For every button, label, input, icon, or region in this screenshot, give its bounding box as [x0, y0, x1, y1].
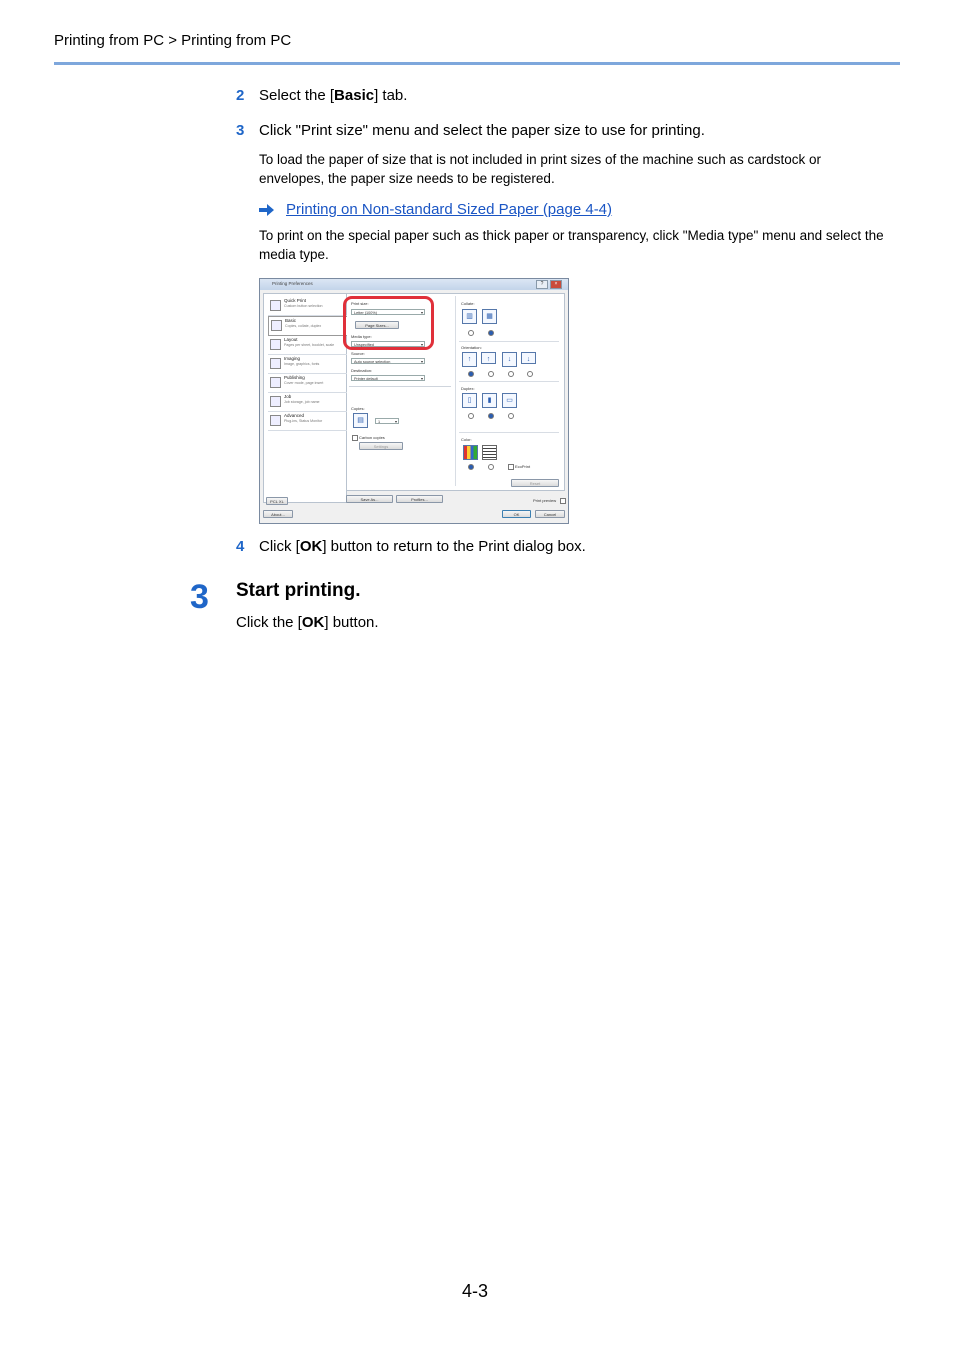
dialog-titlebar [260, 279, 568, 290]
note-paper-size: To load the paper of size that is not included in print sizes of the machine such as cardstock or envelopes, the paper size needs to be registered. [259, 152, 822, 186]
nav-label: Job [284, 394, 292, 399]
nav-label: Layout [284, 337, 298, 342]
source-label: Source: [351, 351, 365, 356]
color-mode-icon[interactable] [463, 445, 478, 460]
divider [349, 386, 451, 387]
portrait-rotated-icon[interactable]: ↓ [502, 352, 517, 367]
non-standard-paper-link[interactable]: Printing on Non-standard Sized Paper (page 4-4) [286, 201, 613, 218]
profiles-button[interactable]: Profiles... [396, 495, 443, 503]
nav-sub: Pages per sheet, booklet, scale [284, 343, 335, 347]
collate-off-icon[interactable]: ▥ [462, 309, 477, 324]
duplex-off-icon[interactable]: ▯ [462, 393, 477, 408]
destination-dropdown[interactable]: Printer default ▾ [351, 375, 425, 381]
color-label: Color: [461, 437, 472, 442]
nav-item-publishing[interactable] [268, 374, 348, 393]
step-text-bold: OK [299, 538, 323, 555]
step-4 [236, 538, 244, 556]
reset-button[interactable]: Reset [511, 479, 559, 487]
step-2-text [259, 87, 407, 104]
nav-item-job[interactable] [268, 393, 348, 412]
carbon-copies-checkbox[interactable] [352, 435, 358, 441]
step-4-text [259, 538, 586, 555]
duplex-short-edge-icon[interactable]: ▭ [502, 393, 517, 408]
divider [459, 341, 559, 342]
nav-sub: Job storage, job name [284, 400, 320, 404]
black-white-icon[interactable] [482, 445, 497, 460]
black-white-radio[interactable] [488, 464, 494, 470]
print-size-dropdown[interactable]: Letter (100%) ▾ [351, 309, 425, 315]
collate-label: Collate: [461, 301, 475, 306]
step-number: 3 [236, 122, 245, 139]
step-text-bold: OK [301, 614, 325, 631]
step-text-part: Click [ [259, 538, 300, 555]
section-number: 3 [190, 578, 209, 616]
step-text-part: ] tab. [374, 87, 408, 104]
step-text-part: ] button. [324, 614, 379, 631]
landscape-rotated-radio[interactable] [527, 371, 533, 377]
step-3 [236, 122, 244, 140]
quick-print-icon [270, 300, 281, 311]
step-number: 4 [236, 538, 245, 555]
landscape-radio[interactable] [488, 371, 494, 377]
step-2 [236, 87, 244, 105]
duplex-label: Duplex: [461, 386, 475, 391]
collate-off-radio[interactable] [468, 330, 474, 336]
step-text-part: ] button to return to the Print dialog box. [322, 538, 586, 555]
carbon-copies-label: Carbon copies [359, 435, 385, 440]
copies-input[interactable]: 1 ▾ [375, 418, 399, 424]
nav-sub: Image, graphics, fonts [284, 362, 320, 366]
job-icon [270, 396, 281, 407]
nav-label: Advanced [284, 413, 305, 418]
advanced-icon [270, 415, 281, 426]
ok-button[interactable]: OK [502, 510, 531, 518]
step-text-part: Click the [ [236, 614, 302, 631]
nav-item-advanced[interactable] [268, 412, 348, 431]
about-button[interactable]: About... [263, 510, 293, 518]
nav-label: Imaging [284, 356, 301, 361]
settings-button[interactable]: Settings [359, 442, 403, 450]
print-preview-checkbox[interactable] [560, 498, 566, 504]
layout-icon [270, 339, 281, 350]
publishing-icon [270, 377, 281, 388]
collate-on-icon[interactable]: ▦ [482, 309, 497, 324]
copies-label: Copies: [351, 406, 365, 411]
imaging-icon [270, 358, 281, 369]
note-media-type: To print on the special paper such as thick paper or transparency, click "Media type" menu and select the media type. [259, 228, 884, 262]
breadcrumb: Printing from PC > Printing from PC [54, 32, 292, 49]
nav-sub: Cover mode, page insert [284, 381, 324, 385]
page-sizes-button[interactable]: Page Sizes... [355, 321, 399, 329]
nav-item-layout[interactable] [268, 336, 348, 355]
dialog-title: Printing Preferences [272, 281, 313, 286]
pcl-xl-button[interactable]: PCL XL [266, 497, 288, 505]
media-type-label: Media type: [351, 334, 372, 339]
ecoprint-checkbox[interactable] [508, 464, 514, 470]
nav-panel [263, 293, 347, 503]
save-as-button[interactable]: Save As... [346, 495, 393, 503]
step-number: 2 [236, 87, 245, 104]
nav-item-imaging[interactable] [268, 355, 348, 374]
media-type-dropdown[interactable]: Unspecified ▾ [351, 341, 425, 347]
header-rule [54, 62, 900, 65]
nav-sub: Copies, collate, duplex [285, 324, 322, 328]
portrait-radio[interactable] [468, 371, 474, 377]
step-3-text: Click "Print size" menu and select the paper size to use for printing. [259, 122, 705, 139]
print-size-label: Print size: [351, 301, 369, 306]
section-title: Start printing. [236, 580, 361, 601]
highlight-circle [343, 296, 434, 350]
duplex-off-radio[interactable] [468, 413, 474, 419]
source-dropdown[interactable]: Auto source selection ▾ [351, 358, 425, 364]
divider [459, 381, 559, 382]
basic-icon [271, 320, 282, 331]
print-preview-label: Print preview [533, 498, 557, 503]
nav-label: Basic [285, 318, 297, 323]
section-3-text [236, 614, 379, 631]
duplex-long-edge-icon[interactable]: ▮ [482, 393, 497, 408]
help-icon[interactable]: ? [536, 280, 548, 289]
copies-icon: ▤ [353, 413, 368, 428]
close-icon[interactable]: × [550, 280, 562, 289]
nav-label: Publishing [284, 375, 305, 380]
ecoprint-label: EcoPrint [515, 464, 531, 469]
step-text-part: Select the [ [259, 87, 335, 104]
cancel-button[interactable]: Cancel [535, 510, 565, 518]
landscape-icon[interactable]: ↑ [481, 352, 496, 364]
nav-item-quick-print[interactable] [268, 297, 348, 316]
duplex-long-edge-radio[interactable] [488, 413, 494, 419]
step-text-bold: Basic [334, 87, 375, 104]
landscape-rotated-icon[interactable]: ↓ [521, 352, 536, 364]
nav-label: Quick Print [284, 298, 307, 303]
collate-on-radio[interactable] [488, 330, 494, 336]
portrait-rotated-radio[interactable] [508, 371, 514, 377]
arrow-right-icon [259, 204, 275, 216]
column-divider [455, 296, 456, 486]
nav-sub: Plug-ins, Status Monitor [284, 419, 323, 423]
destination-label: Destination: [351, 368, 373, 373]
nav-item-basic[interactable] [268, 316, 350, 336]
portrait-icon[interactable]: ↑ [462, 352, 477, 367]
color-radio[interactable] [468, 464, 474, 470]
page-number: 4-3 [462, 1281, 489, 1301]
divider [459, 432, 559, 433]
duplex-short-edge-radio[interactable] [508, 413, 514, 419]
nav-sub: Custom button selection [284, 304, 323, 308]
orientation-label: Orientation: [461, 345, 482, 350]
